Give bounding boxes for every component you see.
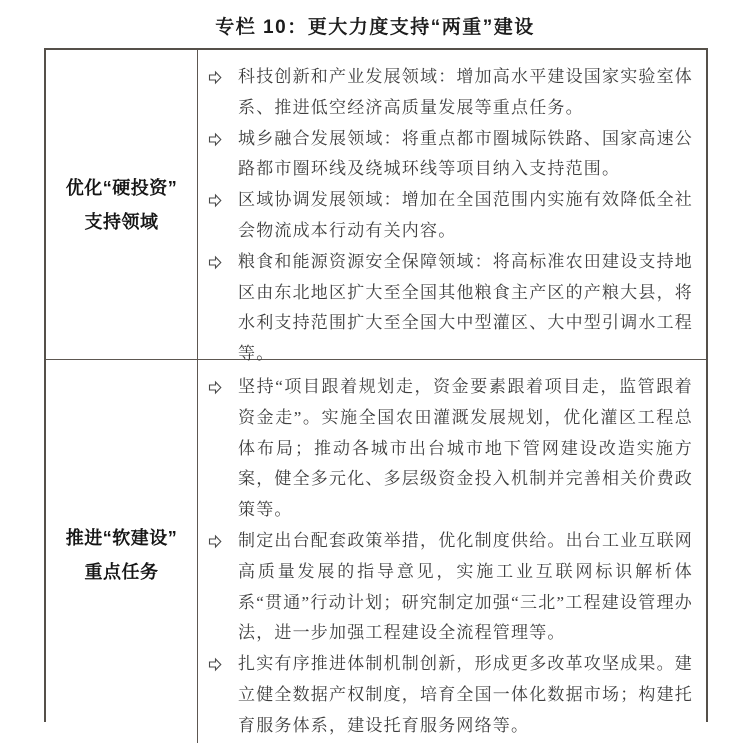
row1-header-line1: 优化“硬投资” [65, 177, 178, 198]
list-item [208, 62, 693, 124]
row2-content-cell [198, 360, 706, 743]
page-title: 专栏 10：更大力度支持“两重”建设 [215, 17, 535, 38]
bullet-text: 城乡融合发展领域：将重点都市圈城际铁路、国家高速公路都市圈环线及绕城环线等项目纳入支持范围。 [238, 128, 693, 179]
column-10-table [44, 48, 708, 735]
hollow-right-arrow-icon [208, 380, 222, 395]
hollow-right-arrow-icon [208, 193, 222, 208]
list-item [208, 247, 693, 370]
bullet-text: 扎实有序推进体制机制创新，形成更多改革攻坚成果。建立健全数据产权制度，培育全国一体化数据市场；构建托育服务体系，建设托育服务网络等。 [238, 654, 693, 735]
hollow-right-arrow-icon [208, 255, 222, 270]
row2-header-line1: 推进“软建设” [65, 527, 178, 548]
row2-header-line2: 重点任务 [84, 561, 159, 582]
list-item [208, 649, 693, 741]
hollow-right-arrow-icon [208, 70, 222, 85]
list-item [208, 526, 693, 649]
bullet-text: 坚持“项目跟着规划走，资金要素跟着项目走，监管跟着资金走”。实施全国农田灌溉发展规划，优化灌区工程总体布局；推动各城市出台城市地下管网建设改造实施方案，健全多元化、多层级资金投入机制并完善相关价费政策等。 [238, 377, 693, 520]
list-item [208, 185, 693, 247]
list-item [208, 124, 693, 186]
row1-content-cell [198, 50, 706, 364]
hollow-right-arrow-icon [208, 657, 222, 672]
hollow-right-arrow-icon [208, 534, 222, 549]
hollow-right-arrow-icon [208, 132, 222, 147]
bullet-text: 制定出台配套政策举措，优化制度供给。出台工业互联网高质量发展的指导意见，实施工业互联网标识解析体系“贯通”行动计划；研究制定加强“三北”工程建设管理办法，进一步加强工程建设全流程管理等。 [238, 530, 693, 643]
row1-bullet-list [208, 62, 693, 370]
row1-header-line2: 支持领域 [84, 211, 159, 232]
row1-header-cell [46, 50, 198, 360]
bullet-text: 科技创新和产业发展领域：增加高水平建设国家实验室体系、推进低空经济高质量发展等重点任务。 [238, 67, 693, 117]
row2-header-cell [46, 360, 198, 743]
row2-bullet-list [208, 372, 693, 742]
list-item [208, 372, 693, 526]
bullet-text: 区域协调发展领域：增加在全国范围内实施有效降低全社会物流成本行动有关内容。 [238, 190, 693, 240]
bullet-text: 粮食和能源资源安全保障领域：将高标准农田建设支持地区由东北地区扩大至全国其他粮食主产区的产粮大县，将水利支持范围扩大至全国大中型灌区、大中型引调水工程等。 [238, 251, 693, 364]
